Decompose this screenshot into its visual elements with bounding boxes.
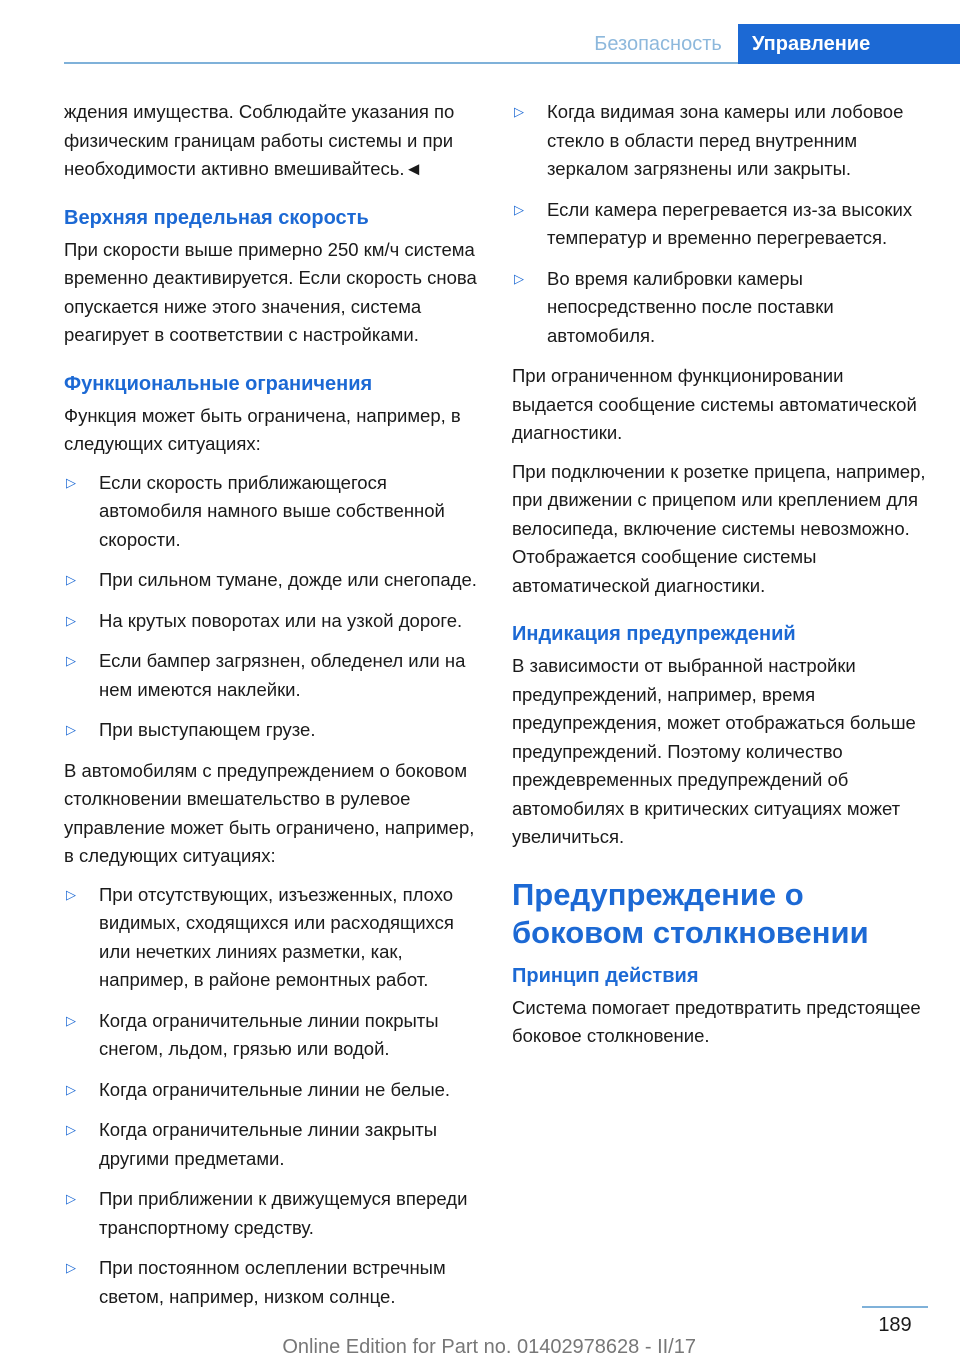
- limits-list: [64, 469, 480, 745]
- heading-warning-display: Индикация предупреждений: [512, 623, 796, 645]
- steering-paragraph: В автомобилям с предупреждением о боковом столкновении вмешательство в рулевое управление может быть ограничено, например, в следующих ситуациях:: [64, 759, 475, 866]
- triangle-bullet-icon: ▷: [66, 1081, 76, 1097]
- triangle-bullet-icon: ▷: [66, 722, 76, 737]
- right-column: [512, 98, 928, 1061]
- trailer-paragraph: При подключении к розетке прицепа, например, при движении с прицепом или креплением для велосипеда, включение системы невозможно. Отображается сообщение системы автоматической диагностики.: [512, 460, 926, 596]
- restricted-paragraph: При ограниченном функционировании выдается сообщение системы автоматической диагностики.: [512, 365, 917, 443]
- triangle-bullet-icon: ▷: [66, 572, 76, 587]
- list-item: ▷ При отсутствующих, изъезженных, плохо видимых, сходящихся или расходящихся или нечетких линиях разметки, как, например, в районе ремонтных работ.: [64, 881, 480, 995]
- heading-principle: Принцип действия: [512, 964, 699, 987]
- edition-note: Online Edition for Part no. 01402978628 - II/17: [282, 1336, 696, 1358]
- warning-paragraph: В зависимости от выбранной настройки предупреждений, например, время предупреждения, может отображаться больше предупреждений. Поэтому количество преждевременных предупреждений об автомобилях в критических ситуациях может увеличиться.: [512, 655, 916, 847]
- triangle-bullet-icon: ▷: [66, 653, 76, 668]
- footer-rule: [862, 1306, 928, 1308]
- triangle-bullet-icon: ▷: [66, 474, 76, 490]
- heading-side-collision: Предупреждение о боковом столкновении: [512, 876, 869, 950]
- list-item: ▷ Если бампер загрязнен, обледенел или на нем имеются наклейки.: [64, 647, 480, 704]
- list-item: ▷ Когда ограничительные линии не белые.: [64, 1076, 480, 1105]
- list-item: ▷ Когда видимая зона камеры или лобовое стекло в области перед внутренним зеркалом загрязнены или закрыты.: [512, 98, 928, 184]
- heading-functional-limits: Функциональные ограничения: [64, 372, 373, 395]
- page-number: 189: [878, 1314, 912, 1336]
- triangle-bullet-icon: ▷: [66, 1122, 76, 1137]
- heading-speed-limit: Верхняя предельная скорость: [64, 206, 369, 229]
- triangle-bullet-icon: ▷: [514, 270, 524, 286]
- speed-limit-paragraph: При скорости выше примерно 250 км/ч система временно деактивируется. Если скорость снова опускается ниже этого значения, система реагирует в соответствии с настройками.: [64, 238, 477, 345]
- steering-list: [64, 881, 480, 1312]
- list-item: ▷ Если скорость приближающегося автомобиля намного выше собственной скорости.: [64, 469, 480, 555]
- list-item: ▷ Когда ограничительные линии покрыты снегом, льдом, грязью или водой.: [64, 1007, 480, 1064]
- tab-safety[interactable]: Безопасность: [594, 33, 722, 55]
- triangle-bullet-icon: ▷: [514, 201, 524, 217]
- intro-paragraph: ждения имущества. Соблюдайте указания по физическим границам работы системы и при необходимости активно вмешивайтесь.◄: [64, 101, 455, 179]
- camera-list: [512, 98, 928, 350]
- limits-paragraph: Функция может быть ограничена, например, в следующих ситуациях:: [64, 404, 461, 454]
- list-item: ▷ При сильном тумане, дожде или снегопаде.: [64, 566, 480, 595]
- list-item: ▷ При приближении к движущемуся впереди транспортному средству.: [64, 1185, 480, 1242]
- tab-controls[interactable]: Управление: [738, 24, 960, 64]
- list-item: ▷ Во время калибровки камеры непосредственно после поставки автомобиля.: [512, 265, 928, 351]
- triangle-bullet-icon: ▷: [66, 612, 76, 628]
- list-item: ▷ При постоянном ослеплении встречным светом, например, низком солнце.: [64, 1254, 480, 1311]
- left-column: [64, 98, 480, 1323]
- list-item: ▷ Если камера перегревается из-за высоких температур и временно перегревается.: [512, 196, 928, 253]
- list-item: ▷ Когда ограничительные линии закрыты другими предметами.: [64, 1116, 480, 1173]
- triangle-bullet-icon: ▷: [66, 1012, 76, 1028]
- triangle-bullet-icon: ▷: [514, 104, 524, 119]
- list-item: ▷ При выступающем грузе.: [64, 716, 480, 745]
- triangle-bullet-icon: ▷: [66, 886, 76, 902]
- triangle-bullet-icon: ▷: [66, 1191, 76, 1206]
- principle-paragraph: Система помогает предотвратить предстоящее боковое столкновение.: [512, 996, 921, 1046]
- triangle-bullet-icon: ▷: [66, 1260, 76, 1275]
- list-item: ▷ На крутых поворотах или на узкой дороге.: [64, 607, 480, 636]
